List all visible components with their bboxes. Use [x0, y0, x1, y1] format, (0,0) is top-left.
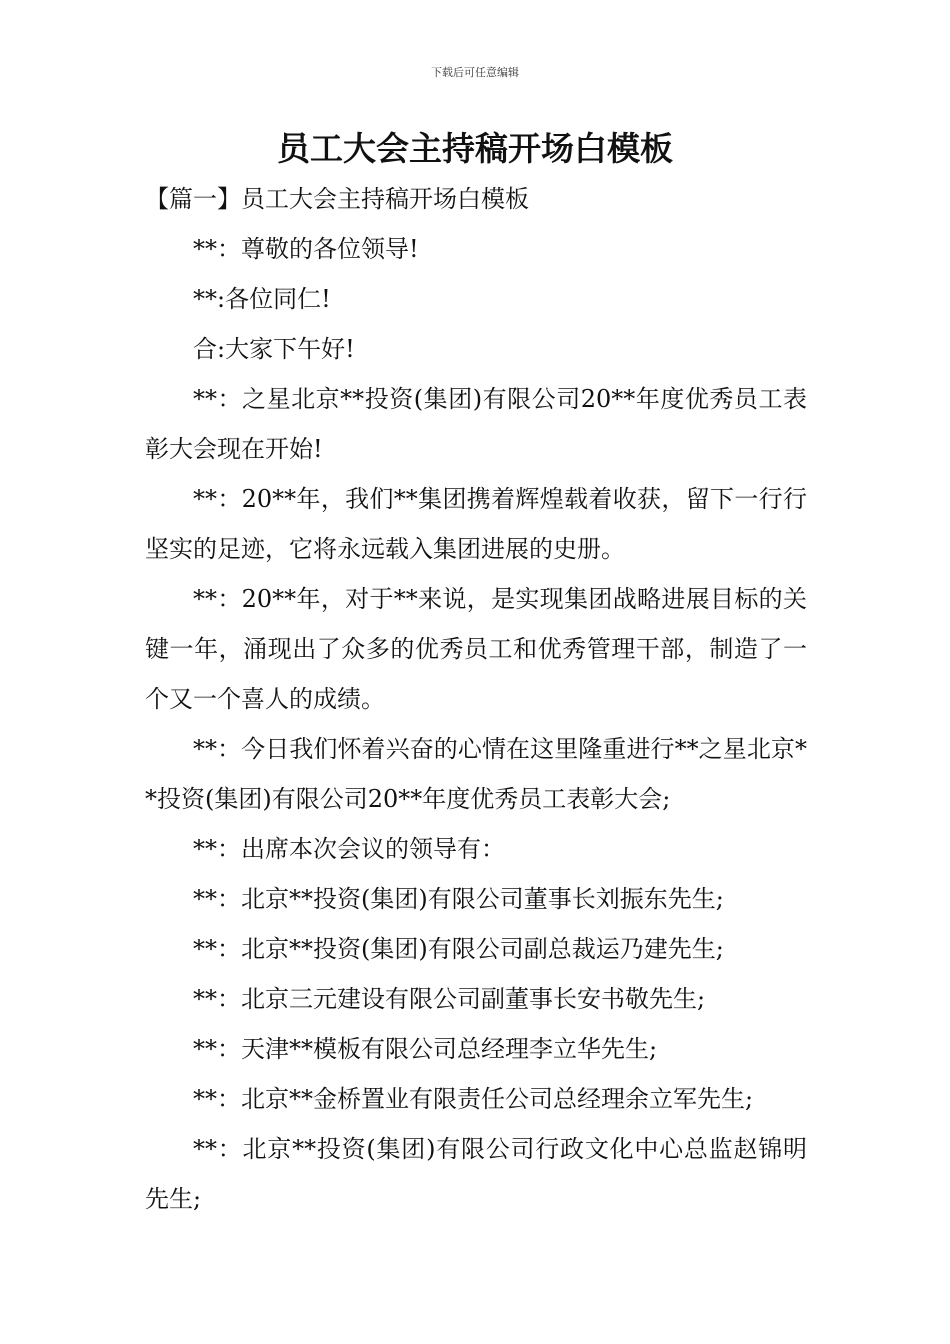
paragraph-attendees-intro: **：出席本次会议的领导有：	[193, 835, 505, 863]
header-note: 下载后可任意编辑	[431, 66, 519, 79]
document-title: 员工大会主持稿开场白模板	[277, 129, 673, 168]
paragraph-greeting-colleagues: **:各位同仁!	[193, 285, 331, 313]
paragraph-attendee: **：北京**投资(集团)有限公司行政文化中心总监赵锦明先生;	[145, 1135, 807, 1213]
paragraph-review: **：20**年，我们**集团携着辉煌载着收获，留下一行行坚实的足迹，它将永远载入集团进展的史册。	[145, 485, 807, 563]
paragraph-greeting-leaders: **：尊敬的各位领导!	[193, 235, 419, 263]
paragraph-key-year: **：20**年，对于**来说，是实现集团战略进展目标的关键一年，涌现出了众多的优秀员工和优秀管理干部，制造了一个又一个喜人的成绩。	[145, 585, 807, 713]
section-heading: 【篇一】员工大会主持稿开场白模板	[145, 185, 529, 213]
document-body	[145, 174, 807, 1224]
paragraph-attendee: **：天津**模板有限公司总经理李立华先生;	[193, 1035, 658, 1063]
paragraph-opening: **：之星北京**投资(集团)有限公司20**年度优秀员工表彰大会现在开始!	[145, 385, 807, 463]
paragraph-ceremony: **：今日我们怀着兴奋的心情在这里隆重进行**之星北京**投资(集团)有限公司20**年度优秀员工表彰大会;	[145, 735, 807, 813]
paragraph-attendee: **：北京**金桥置业有限责任公司总经理余立军先生;	[193, 1085, 754, 1113]
paragraph-attendee: **：北京**投资(集团)有限公司董事长刘振东先生;	[193, 885, 724, 913]
paragraph-attendee: **：北京三元建设有限公司副董事长安书敬先生;	[193, 985, 706, 1013]
paragraph-greeting-all: 合:大家下午好!	[193, 335, 355, 363]
paragraph-attendee: **：北京**投资(集团)有限公司副总裁运乃建先生;	[193, 935, 724, 963]
